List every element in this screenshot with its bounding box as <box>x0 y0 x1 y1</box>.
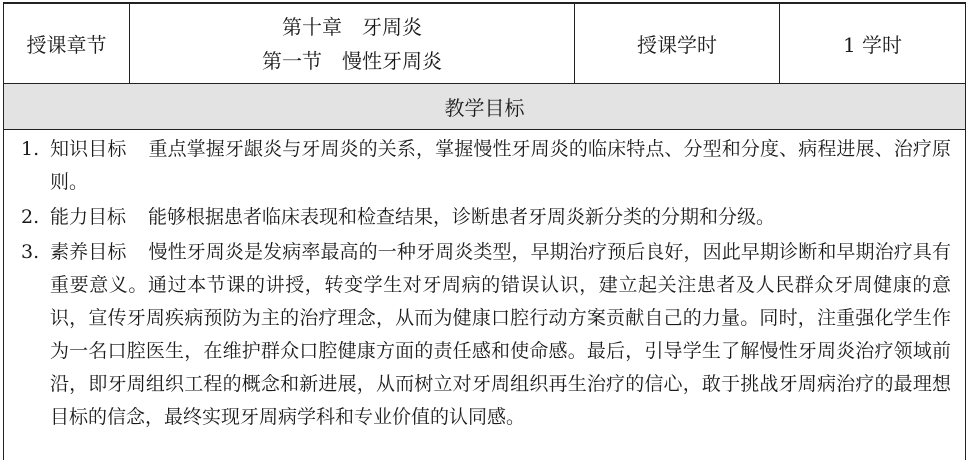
hours-value-cell: 1 学时 <box>842 33 903 57</box>
objective-item-ability <box>4 201 965 234</box>
section-title: 第一节 慢性牙周炎 <box>262 48 442 73</box>
objective-text: 重点掌握牙龈炎与牙周炎的关系，掌握慢性牙周炎的临床特点、分型和分度、病程进展、治疗原则。 <box>50 138 951 193</box>
chapter-title: 第十章 牙周炎 <box>282 14 422 39</box>
objective-label: 知识目标 <box>50 138 127 160</box>
objective-number: 1. <box>21 138 40 160</box>
chapter-label-cell: 授课章节 <box>4 4 130 83</box>
objective-number: 3. <box>21 241 40 263</box>
objective-item-literacy <box>4 236 965 434</box>
chapter-title-cell <box>130 4 575 83</box>
objective-text: 慢性牙周炎是发病率最高的一种牙周炎类型，早期治疗预后良好，因此早期诊断和早期治疗具有重要意义。通过本节课的讲授，转变学生对牙周病的错误认识，建立起关注患者及人民群众牙周健康的意识，宣传牙周疾病预防为主的治疗理念，从而为健康口腔行动方案贡献自己的力量。同时，注重强化学生作为一名口腔医生，在维护群众口腔健康方面的责任感和使命感。最后，引导学生了解慢性牙周炎治疗领域前沿，即牙周组织工程的概念和新进展，从而树立对牙周组织再生治疗的信心，敢于挑战牙周病治疗的最理想目标的信念，最终实现牙周病学科和专业价值的认同感。 <box>50 241 951 428</box>
objective-number: 2. <box>21 206 40 228</box>
hours-label-cell: 授课学时 <box>575 4 780 83</box>
objective-label: 素养目标 <box>50 241 127 263</box>
objectives-list <box>4 133 965 434</box>
objective-text: 能够根据患者临床表现和检查结果，诊断患者牙周炎新分类的分期和分级。 <box>148 206 776 228</box>
objective-label: 能力目标 <box>50 206 127 228</box>
objective-item-knowledge <box>4 133 965 199</box>
objectives-heading: 教学目标 <box>4 84 965 130</box>
header-row <box>4 4 965 84</box>
lesson-plan-table <box>3 2 966 460</box>
